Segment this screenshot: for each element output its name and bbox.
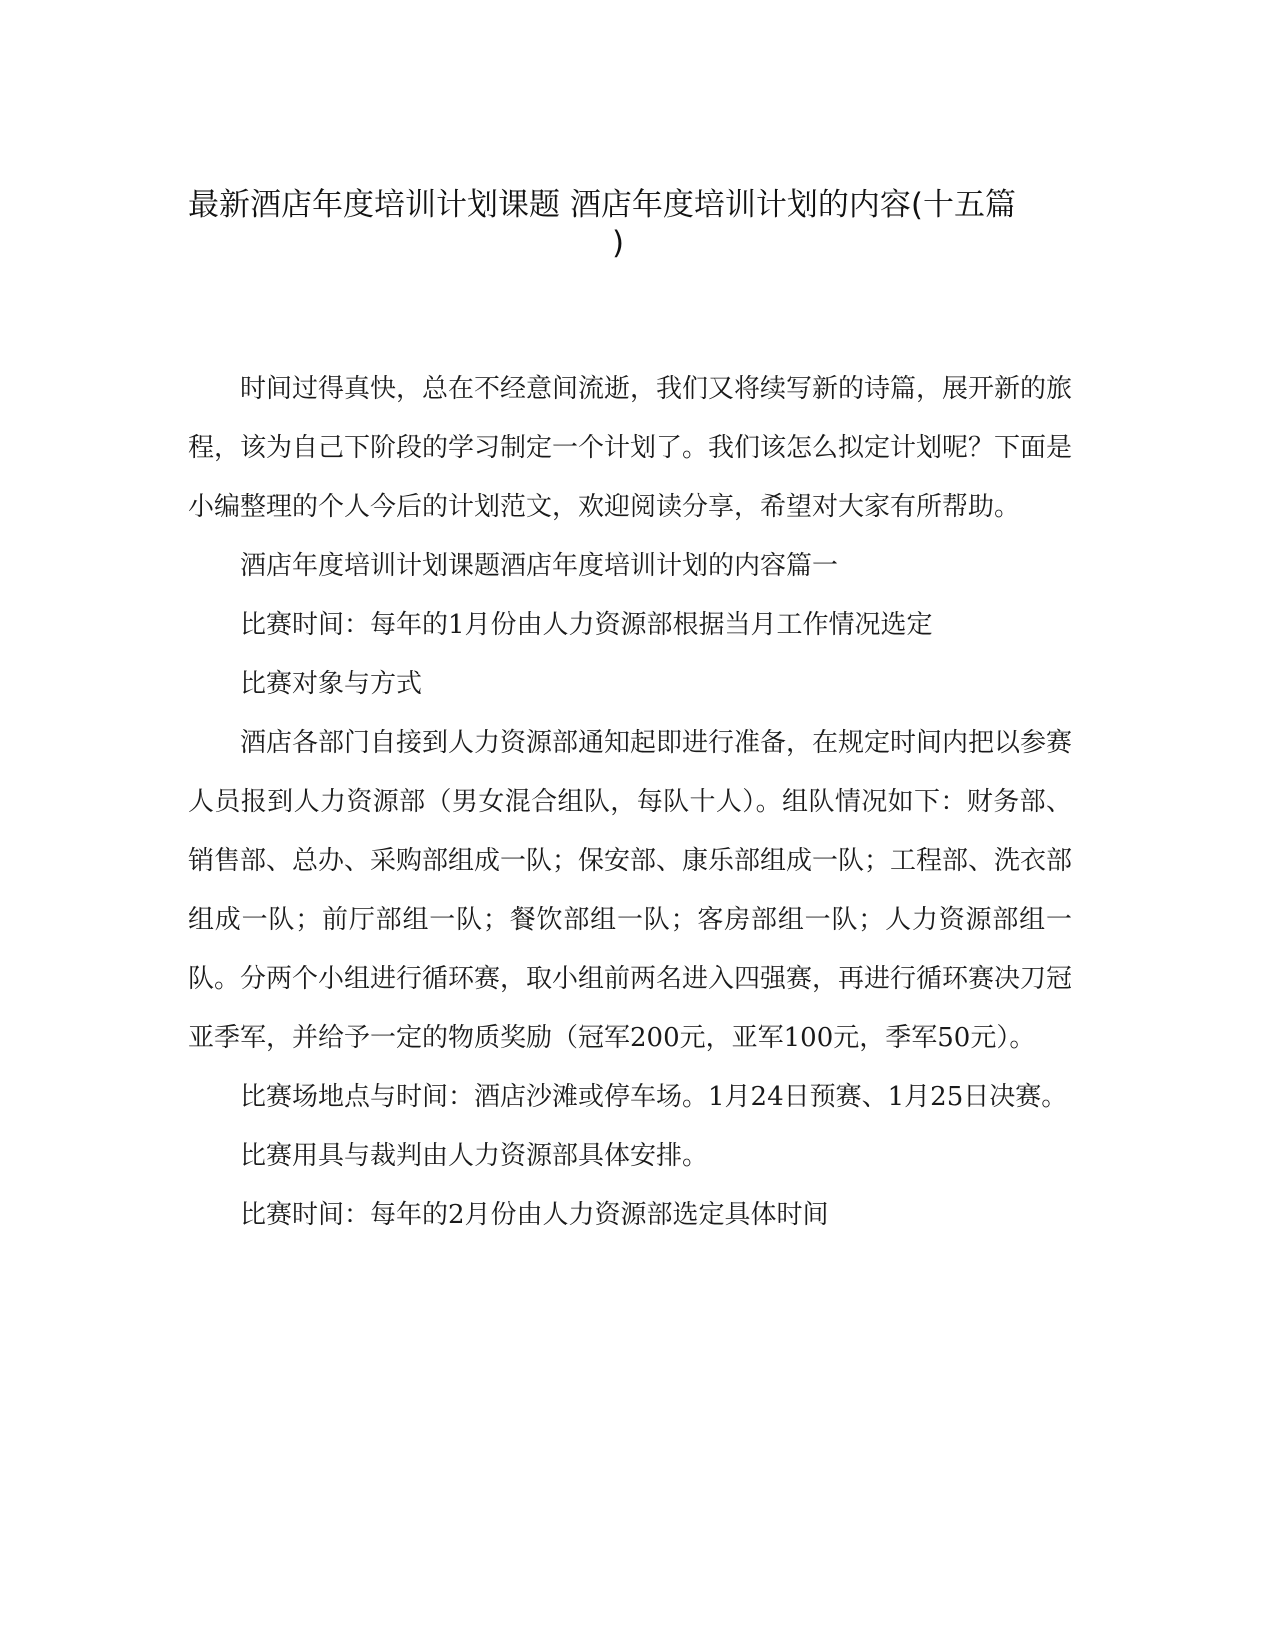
document-title: [188, 186, 1088, 262]
paragraph-competition-time-2: 比赛时间：每年的2月份由人力资源部选定具体时间: [240, 1200, 829, 1230]
document-body: [188, 360, 1072, 1245]
paragraph-venue-date: 比赛场地点与时间：酒店沙滩或停车场。1月24日预赛、1月25日决赛。: [240, 1082, 1068, 1112]
paragraph-intro: 时间过得真快，总在不经意间流逝，我们又将续写新的诗篇，展开新的旅程，该为自己下阶段的学习制定一个计划了。我们该怎么拟定计划呢？下面是小编整理的个人今后的计划范文，欢迎阅读分享，希望对大家有所帮助。: [188, 374, 1073, 522]
paragraph-team-arrangement: 酒店各部门自接到人力资源部通知起即进行准备，在规定时间内把以参赛人员报到人力资源部（男女混合组队，每队十人）。组队情况如下：财务部、销售部、总办、采购部组成一队；保安部、康乐部组成一队；工程部、洗衣部组成一队；前厅部组一队；餐饮部组一队；客房部组一队；人力资源部组一队。分两个小组进行循环赛，取小组前两名进入四强赛，再进行循环赛决刀冠亚季军，并给予一定的物质奖励（冠军200元，亚军100元，季军50元）。: [188, 728, 1073, 1053]
section-heading: 酒店年度培训计划课题酒店年度培训计划的内容篇一: [240, 551, 839, 581]
paragraph-participants-heading: 比赛对象与方式: [240, 669, 423, 699]
paragraph-competition-time: 比赛时间：每年的1月份由人力资源部根据当月工作情况选定: [240, 610, 933, 640]
title-line-2: ): [611, 225, 625, 261]
title-line-1: 最新酒店年度培训计划课题 酒店年度培训计划的内容(十五篇: [188, 187, 1016, 223]
paragraph-equipment-referee: 比赛用具与裁判由人力资源部具体安排。: [240, 1141, 709, 1171]
